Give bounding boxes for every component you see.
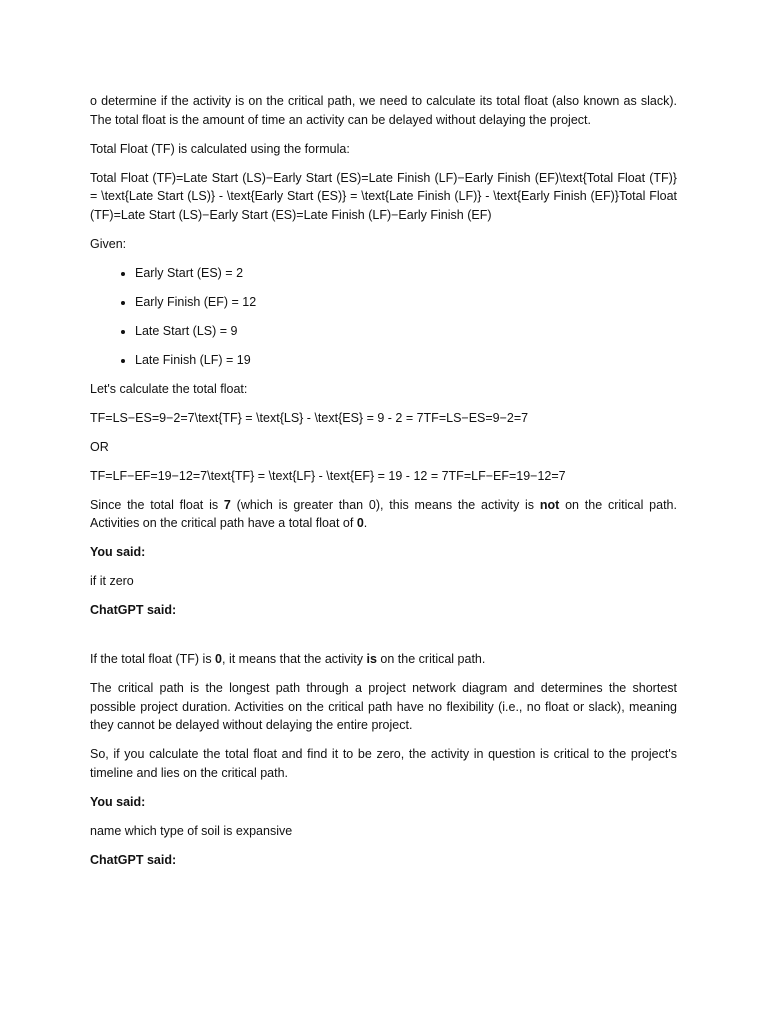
chatgpt-said-label — [90, 851, 677, 870]
bold-not: not — [539, 497, 560, 512]
or-separator: OR — [90, 439, 109, 454]
text-run: , it means that the activity — [222, 652, 367, 666]
conclusion-paragraph: So, if you calculate the total float and find it to be zero, the activity in question is critical to the project's timeline and lies on the critical path. — [90, 747, 677, 780]
given-list — [90, 264, 677, 370]
text-run: Since the total float is — [90, 497, 224, 512]
zero-float-paragraph — [90, 650, 677, 669]
bold-value: 7 — [223, 497, 231, 512]
result-paragraph — [90, 496, 677, 533]
formula-intro: Total Float (TF) is calculated using the formula: — [90, 141, 350, 156]
text-run: on the critical path. — [376, 652, 486, 666]
you-said-label — [90, 543, 677, 562]
text-run: on the critical path. Activities on the critical path have a total float of — [90, 497, 677, 530]
calc-intro: Let's calculate the total float: — [90, 381, 248, 396]
spacer — [90, 630, 677, 650]
chatgpt-said-text: ChatGPT said: — [90, 852, 177, 867]
you-said-text: You said: — [90, 545, 146, 559]
list-item: • Late Start (LS) = 9 — [135, 322, 677, 341]
list-item: • Early Start (ES) = 2 — [135, 264, 677, 283]
chatgpt-said-text: ChatGPT said: — [90, 603, 177, 617]
text-run: If the total float (TF) is — [90, 652, 216, 666]
total-float-formula: Total Float (TF)=Late Start (LS)−Early Start (ES)=Late Finish (LF)−Early Finish (EF)\text{Total Float (TF)} = \text{Late Start (LS)} - \text{Early Start (ES)} = \text{Late Finish (LF)} - \text{Early Finish (EF)}Total Float (TF)=Late Start (LS)−Early Start (ES)=Late Finish (LF)−Early Finish (EF) — [90, 170, 677, 222]
user-message: if it zero — [90, 574, 134, 588]
formula-lf-ef: TF=LF−EF=19−12=7\text{TF} = \text{LF} - \text{EF} = 19 - 12 = 7TF=LF−EF=19−12=7 — [90, 468, 566, 483]
list-item: • Late Finish (LF) = 19 — [135, 351, 677, 370]
given-label: Given: — [90, 236, 127, 251]
bold-is: is — [366, 652, 377, 666]
you-said-label — [90, 793, 677, 812]
list-item: • Early Finish (EF) = 12 — [135, 293, 677, 312]
text-run: (which is greater than 0), this means the activity is — [230, 497, 540, 512]
user-message: name which type of soil is expansive — [90, 823, 293, 838]
critical-path-definition: The critical path is the longest path through a project network diagram and determines the shortest possible project duration. Activities on the critical path have no flexibility (i.e., no float or slack), meaning they cannot be delayed without delaying the entire project. — [90, 681, 677, 732]
bold-zero: 0 — [356, 516, 364, 530]
text-run: . — [363, 516, 368, 530]
formula-ls-es: TF=LS−ES=9−2=7\text{TF} = \text{LS} - \text{ES} = 9 - 2 = 7TF=LS−ES=9−2=7 — [90, 410, 529, 425]
bold-zero: 0 — [215, 652, 222, 666]
chatgpt-said-label — [90, 601, 677, 620]
document-page — [90, 92, 677, 880]
intro-paragraph: o determine if the activity is on the critical path, we need to calculate its total float (also known as slack). The total float is the amount of time an activity can be delayed without delaying the project. — [90, 94, 677, 127]
you-said-text: You said: — [90, 794, 146, 809]
